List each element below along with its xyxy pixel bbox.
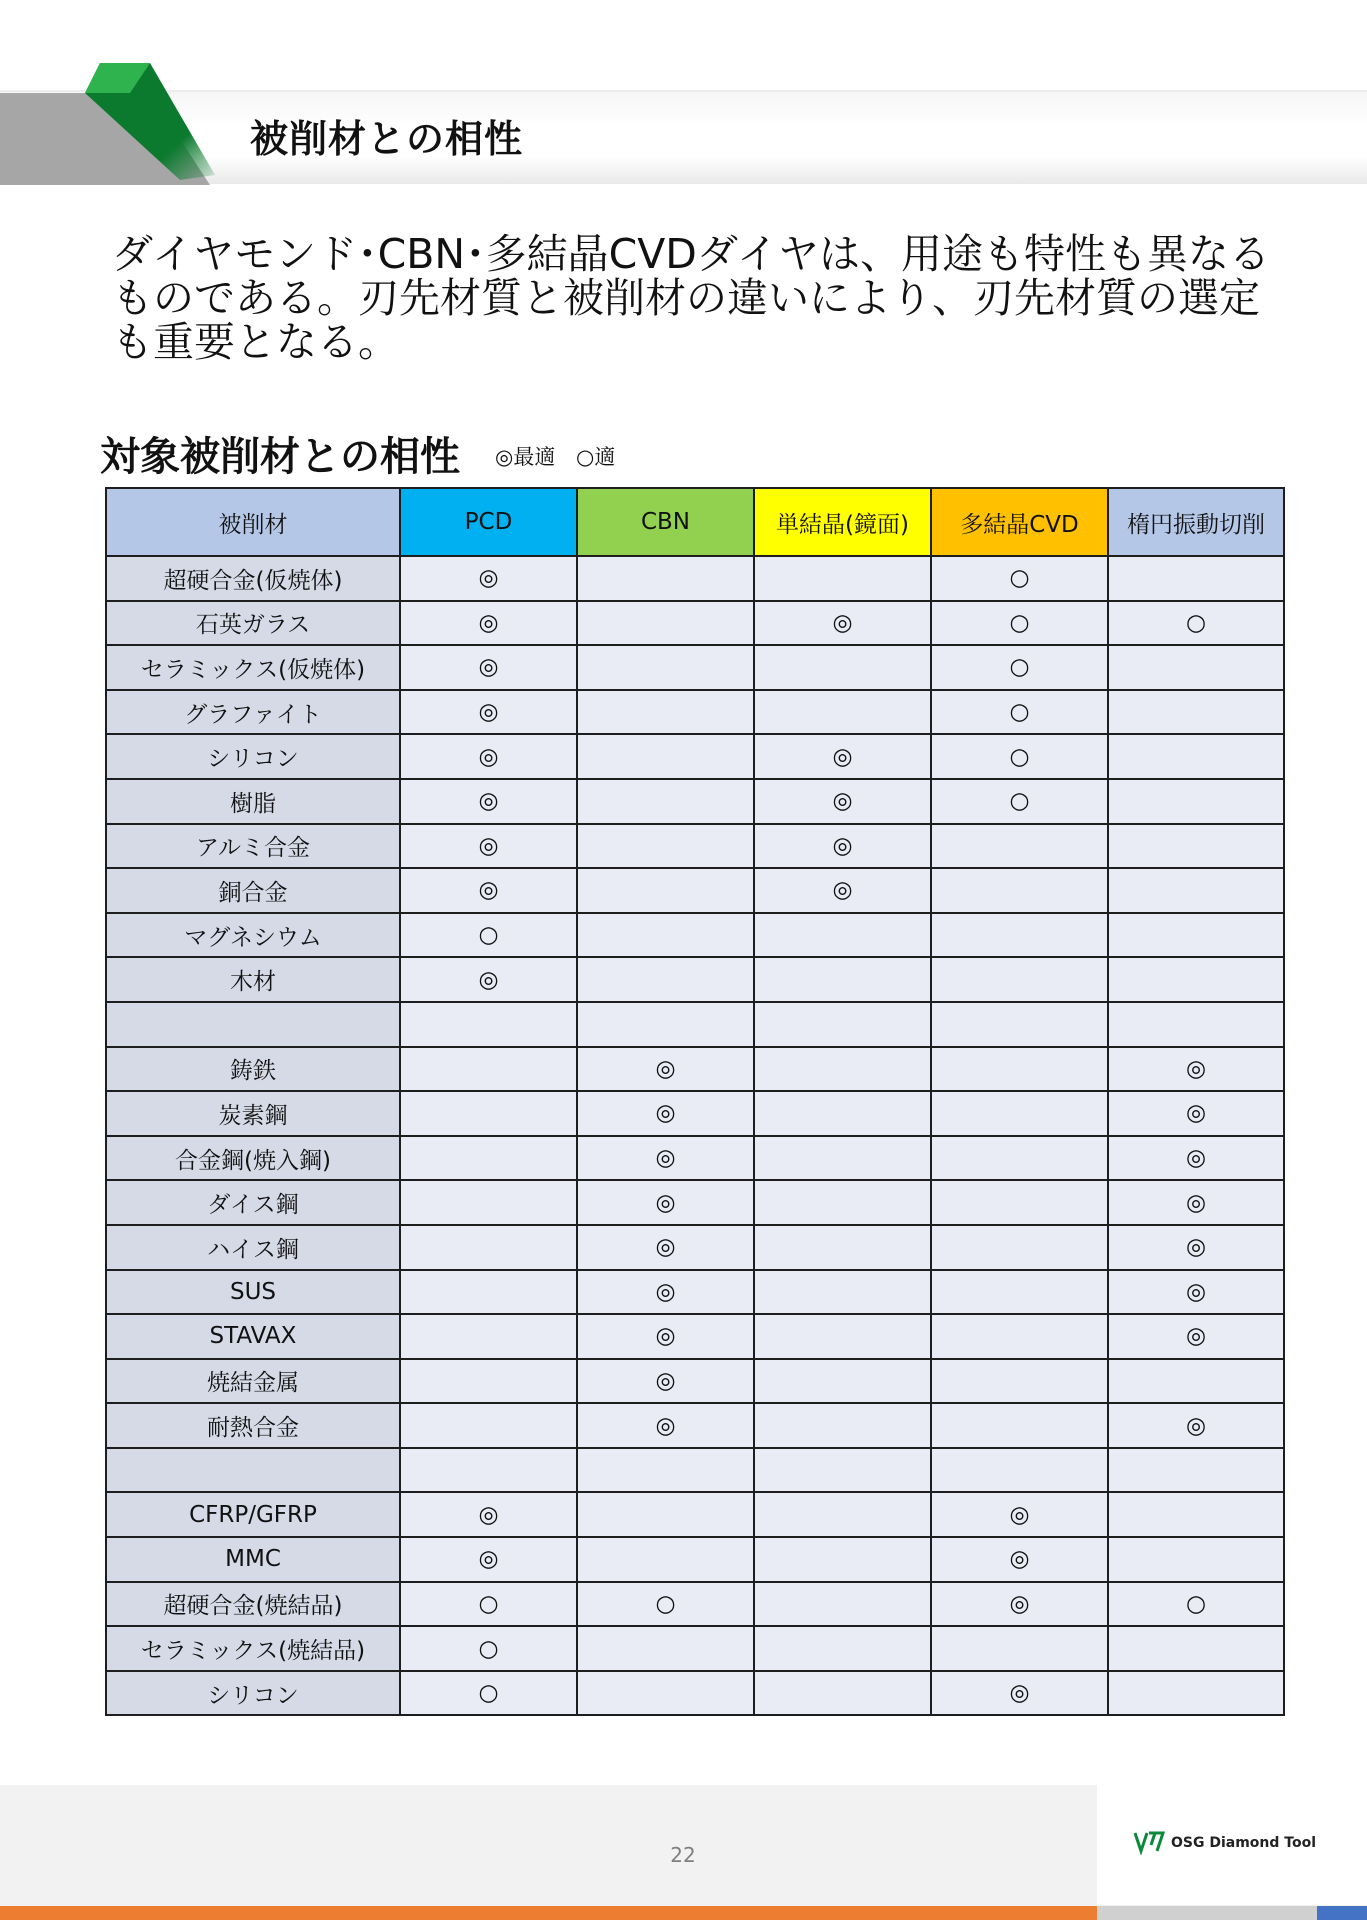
table-row (106, 1270, 1284, 1315)
pcd-cell: ○ (400, 913, 577, 958)
material-cell: セラミックス(仮焼体) (106, 645, 400, 690)
material-cell: SUS (106, 1270, 400, 1315)
cbn-cell: ◎ (577, 1225, 754, 1270)
material-cell: マグネシウム (106, 913, 400, 958)
material-cell: CFRP/GFRP (106, 1492, 400, 1537)
pcd-cell (400, 1270, 577, 1315)
material-cell: アルミ合金 (106, 824, 400, 869)
intro-paragraph: ダイヤモンド･CBN･多結晶CVDダイヤは、用途も特性も異なるものである。刃先材質と被削材の違いにより、刃先材質の選定も重要となる。 (112, 230, 1271, 366)
elliptical-vibration-cell: ◎ (1108, 1180, 1284, 1225)
polycrystalline-cvd-cell (931, 868, 1108, 913)
material-cell: 木材 (106, 957, 400, 1002)
pcd-cell: ◎ (400, 1537, 577, 1582)
table-row (106, 868, 1284, 913)
material-cell: セラミックス(焼結品) (106, 1626, 400, 1671)
cbn-cell: ◎ (577, 1136, 754, 1181)
pcd-cell (400, 1314, 577, 1359)
table-row (106, 1047, 1284, 1092)
elliptical-vibration-cell (1108, 824, 1284, 869)
pcd-cell (400, 1403, 577, 1448)
single-crystal-cell: ◎ (754, 601, 931, 646)
table-row (106, 1314, 1284, 1359)
pcd-cell (400, 1448, 577, 1493)
cbn-cell (577, 601, 754, 646)
polycrystalline-cvd-cell (931, 1270, 1108, 1315)
single-crystal-cell: ◎ (754, 734, 931, 779)
logo-text: OSG Diamond Tool (1171, 1835, 1317, 1851)
polycrystalline-cvd-cell (931, 1136, 1108, 1181)
cbn-cell: ◎ (577, 1403, 754, 1448)
table-row (106, 601, 1284, 646)
cbn-cell (577, 1671, 754, 1716)
elliptical-vibration-cell: ◎ (1108, 1270, 1284, 1315)
single-crystal-cell: ◎ (754, 779, 931, 824)
header-material: 被削材 (106, 488, 400, 556)
cbn-cell (577, 779, 754, 824)
pcd-cell: ○ (400, 1626, 577, 1671)
single-crystal-cell (754, 1091, 931, 1136)
cbn-cell (577, 1002, 754, 1047)
material-cell: MMC (106, 1537, 400, 1582)
cbn-cell (577, 734, 754, 779)
pcd-cell (400, 1047, 577, 1092)
single-crystal-cell (754, 1403, 931, 1448)
table-row (106, 690, 1284, 735)
polycrystalline-cvd-cell (931, 1180, 1108, 1225)
material-cell: 炭素鋼 (106, 1091, 400, 1136)
pcd-cell: ◎ (400, 690, 577, 735)
material-cell: 石英ガラス (106, 601, 400, 646)
single-crystal-cell (754, 1314, 931, 1359)
material-cell: 焼結金属 (106, 1359, 400, 1404)
material-cell: 鋳鉄 (106, 1047, 400, 1092)
polycrystalline-cvd-cell: ◎ (931, 1671, 1108, 1716)
single-crystal-cell (754, 1047, 931, 1092)
pcd-cell: ○ (400, 1582, 577, 1627)
single-crystal-cell (754, 1225, 931, 1270)
table-row (106, 779, 1284, 824)
cbn-cell: ◎ (577, 1047, 754, 1092)
material-cell: シリコン (106, 1671, 400, 1716)
cbn-cell: ○ (577, 1582, 754, 1627)
table-row (106, 1359, 1284, 1404)
polycrystalline-cvd-cell: ○ (931, 645, 1108, 690)
elliptical-vibration-cell (1108, 1626, 1284, 1671)
single-crystal-cell (754, 913, 931, 958)
material-cell: グラファイト (106, 690, 400, 735)
elliptical-vibration-cell: ◎ (1108, 1225, 1284, 1270)
table-row (106, 1136, 1284, 1181)
pcd-cell: ◎ (400, 645, 577, 690)
polycrystalline-cvd-cell: ○ (931, 601, 1108, 646)
material-cell: STAVAX (106, 1314, 400, 1359)
elliptical-vibration-cell: ○ (1108, 1582, 1284, 1627)
single-crystal-cell (754, 1180, 931, 1225)
legend-suitable: ○適 (576, 445, 616, 469)
table-row (106, 1492, 1284, 1537)
polycrystalline-cvd-cell: ○ (931, 556, 1108, 601)
elliptical-vibration-cell (1108, 1359, 1284, 1404)
single-crystal-cell (754, 1537, 931, 1582)
single-crystal-cell (754, 1582, 931, 1627)
polycrystalline-cvd-cell (931, 1091, 1108, 1136)
company-logo (1133, 1828, 1316, 1858)
polycrystalline-cvd-cell (931, 1002, 1108, 1047)
material-cell: 超硬合金(仮焼体) (106, 556, 400, 601)
elliptical-vibration-cell: ◎ (1108, 1403, 1284, 1448)
material-cell: シリコン (106, 734, 400, 779)
elliptical-vibration-cell (1108, 1448, 1284, 1493)
header-polycrystalline-cvd: 多結晶CVD (931, 488, 1108, 556)
single-crystal-cell (754, 1492, 931, 1537)
polycrystalline-cvd-cell (931, 824, 1108, 869)
material-cell: 耐熱合金 (106, 1403, 400, 1448)
footer-bar-blue (1317, 1906, 1367, 1920)
table-row (106, 1671, 1284, 1716)
elliptical-vibration-cell (1108, 690, 1284, 735)
pcd-cell: ◎ (400, 868, 577, 913)
polycrystalline-cvd-cell: ◎ (931, 1582, 1108, 1627)
polycrystalline-cvd-cell (931, 1448, 1108, 1493)
single-crystal-cell (754, 1002, 931, 1047)
elliptical-vibration-cell (1108, 1492, 1284, 1537)
pcd-cell: ◎ (400, 957, 577, 1002)
table-row (106, 1448, 1284, 1493)
cbn-cell (577, 690, 754, 735)
cbn-cell (577, 1448, 754, 1493)
elliptical-vibration-cell: ◎ (1108, 1136, 1284, 1181)
pcd-cell: ◎ (400, 779, 577, 824)
table-row (106, 1180, 1284, 1225)
header-pcd: PCD (400, 488, 577, 556)
material-cell: 合金鋼(焼入鋼) (106, 1136, 400, 1181)
polycrystalline-cvd-cell (931, 1314, 1108, 1359)
elliptical-vibration-cell (1108, 913, 1284, 958)
single-crystal-cell (754, 645, 931, 690)
compatibility-table (105, 487, 1285, 1716)
legend-best: ◎最適 (495, 445, 556, 469)
pcd-cell: ◎ (400, 556, 577, 601)
cbn-cell: ◎ (577, 1314, 754, 1359)
table-row (106, 913, 1284, 958)
table-row (106, 1002, 1284, 1047)
cbn-cell (577, 1626, 754, 1671)
diamond-logo-icon (1133, 1829, 1167, 1857)
polycrystalline-cvd-cell (931, 1626, 1108, 1671)
table-body (106, 556, 1284, 1715)
pcd-cell: ◎ (400, 734, 577, 779)
elliptical-vibration-cell: ◎ (1108, 1314, 1284, 1359)
header-elliptical-vibration: 楕円振動切削 (1108, 488, 1284, 556)
header-cbn: CBN (577, 488, 754, 556)
elliptical-vibration-cell (1108, 779, 1284, 824)
footer-bar-orange (0, 1906, 1097, 1920)
cbn-cell (577, 1537, 754, 1582)
single-crystal-cell (754, 1359, 931, 1404)
elliptical-vibration-cell (1108, 645, 1284, 690)
polycrystalline-cvd-cell: ◎ (931, 1537, 1108, 1582)
polycrystalline-cvd-cell (931, 1225, 1108, 1270)
table-row (106, 645, 1284, 690)
polycrystalline-cvd-cell (931, 957, 1108, 1002)
pcd-cell: ◎ (400, 1492, 577, 1537)
table-row (106, 556, 1284, 601)
single-crystal-cell (754, 556, 931, 601)
cbn-cell: ◎ (577, 1180, 754, 1225)
page-number: 22 (670, 1843, 696, 1867)
polycrystalline-cvd-cell (931, 1403, 1108, 1448)
pcd-cell: ◎ (400, 601, 577, 646)
cbn-cell: ◎ (577, 1270, 754, 1315)
table-row (106, 1626, 1284, 1671)
single-crystal-cell: ◎ (754, 868, 931, 913)
material-cell (106, 1002, 400, 1047)
table-row (106, 1091, 1284, 1136)
material-cell: 銅合金 (106, 868, 400, 913)
elliptical-vibration-cell (1108, 556, 1284, 601)
table-row (106, 734, 1284, 779)
legend (495, 441, 629, 471)
cbn-cell (577, 824, 754, 869)
polycrystalline-cvd-cell (931, 1359, 1108, 1404)
cbn-cell (577, 556, 754, 601)
elliptical-vibration-cell: ○ (1108, 601, 1284, 646)
single-crystal-cell (754, 1136, 931, 1181)
pcd-cell: ◎ (400, 824, 577, 869)
elliptical-vibration-cell (1108, 734, 1284, 779)
table-row (106, 957, 1284, 1002)
single-crystal-cell (754, 1448, 931, 1493)
polycrystalline-cvd-cell: ○ (931, 734, 1108, 779)
cbn-cell (577, 868, 754, 913)
table-row (106, 1537, 1284, 1582)
table-row (106, 1582, 1284, 1627)
material-cell: 樹脂 (106, 779, 400, 824)
single-crystal-cell (754, 1671, 931, 1716)
single-crystal-cell (754, 1270, 931, 1315)
table-row (106, 1403, 1284, 1448)
header-decoration (0, 55, 240, 205)
material-cell: ダイス鋼 (106, 1180, 400, 1225)
cbn-cell: ◎ (577, 1091, 754, 1136)
table-row (106, 1225, 1284, 1270)
cbn-cell (577, 957, 754, 1002)
material-cell: ハイス鋼 (106, 1225, 400, 1270)
pcd-cell (400, 1180, 577, 1225)
pcd-cell (400, 1225, 577, 1270)
material-cell: 超硬合金(焼結品) (106, 1582, 400, 1627)
cbn-cell (577, 645, 754, 690)
cbn-cell (577, 913, 754, 958)
pcd-cell (400, 1359, 577, 1404)
footer-bar-gray (1097, 1906, 1317, 1920)
pcd-cell (400, 1091, 577, 1136)
single-crystal-cell: ◎ (754, 824, 931, 869)
elliptical-vibration-cell (1108, 1002, 1284, 1047)
polycrystalline-cvd-cell (931, 1047, 1108, 1092)
pcd-cell: ○ (400, 1671, 577, 1716)
elliptical-vibration-cell (1108, 957, 1284, 1002)
single-crystal-cell (754, 957, 931, 1002)
polycrystalline-cvd-cell: ○ (931, 690, 1108, 735)
elliptical-vibration-cell: ◎ (1108, 1047, 1284, 1092)
polycrystalline-cvd-cell (931, 913, 1108, 958)
polycrystalline-cvd-cell: ◎ (931, 1492, 1108, 1537)
single-crystal-cell (754, 690, 931, 735)
cbn-cell: ◎ (577, 1359, 754, 1404)
section-title: 対象被削材との相性 (100, 434, 460, 480)
pcd-cell (400, 1136, 577, 1181)
material-cell (106, 1448, 400, 1493)
page-title: 被削材との相性 (250, 117, 524, 161)
polycrystalline-cvd-cell: ○ (931, 779, 1108, 824)
elliptical-vibration-cell (1108, 1537, 1284, 1582)
elliptical-vibration-cell: ◎ (1108, 1091, 1284, 1136)
table-header-row (106, 488, 1284, 556)
pcd-cell (400, 1002, 577, 1047)
header-single-crystal: 単結晶(鏡面) (754, 488, 931, 556)
elliptical-vibration-cell (1108, 1671, 1284, 1716)
elliptical-vibration-cell (1108, 868, 1284, 913)
cbn-cell (577, 1492, 754, 1537)
table-row (106, 824, 1284, 869)
single-crystal-cell (754, 1626, 931, 1671)
